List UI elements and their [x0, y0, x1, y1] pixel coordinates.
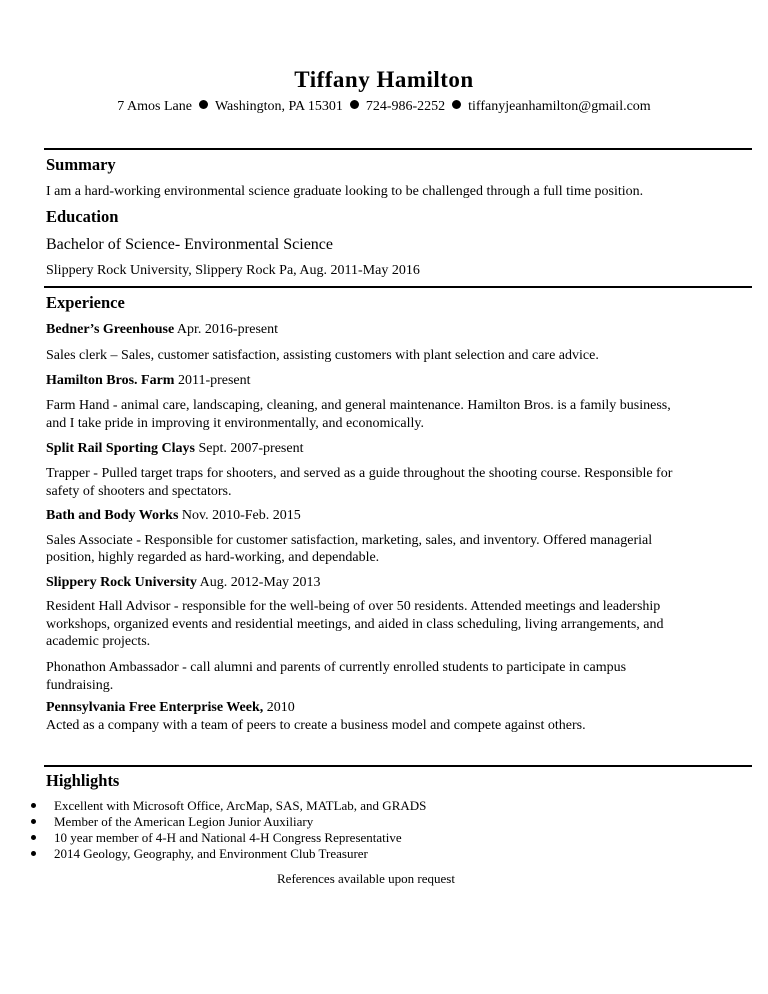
- bullet-icon: [31, 835, 36, 840]
- job-description: Sales Associate - Responsible for customer satisfaction, marketing, sales, and inventory. Offered managerial: [46, 533, 653, 548]
- job-description: Trapper - Pulled target traps for shooters, and served as a guide throughout the shooting course. Responsible for: [46, 466, 673, 481]
- employer: Pennsylvania Free Enterprise Week,: [46, 700, 264, 715]
- bullet-dot-icon: [452, 100, 461, 109]
- bullet-dot-icon: [199, 100, 208, 109]
- contact-line: [0, 99, 768, 115]
- job-dates: Nov. 2010-Feb. 2015: [178, 508, 301, 523]
- experience-heading: Experience: [46, 293, 125, 312]
- job-description: position, highly regarded as hard-working, and dependable.: [46, 550, 380, 565]
- education-degree: Bachelor of Science- Environmental Science: [46, 236, 333, 253]
- highlight-text: 10 year member of 4-H and National 4-H Congress Representative: [54, 830, 402, 845]
- list-item: [46, 846, 368, 862]
- job-dates: 2010: [263, 700, 295, 715]
- job-description: Farm Hand - animal care, landscaping, cleaning, and general maintenance. Hamilton Bros. is a family business,: [46, 398, 671, 413]
- job-dates: Sept. 2007-present: [194, 441, 304, 456]
- list-item: [46, 814, 313, 830]
- job-title-line: [46, 440, 303, 458]
- bullet-icon: [31, 819, 36, 824]
- job-title-line: [46, 321, 278, 339]
- bullet-icon: [31, 803, 36, 808]
- education-heading: Education: [46, 207, 119, 226]
- employer: Bath and Body Works: [46, 508, 179, 523]
- job-description: Sales clerk – Sales, customer satisfaction, assisting customers with plant selection and care advice.: [46, 348, 599, 363]
- references-note: References available upon request: [277, 871, 455, 886]
- job-title-line: [46, 507, 301, 525]
- section-divider: [44, 148, 752, 150]
- job-description: and I take pride in improving it environmentally, and economically.: [46, 416, 425, 431]
- summary-heading: Summary: [46, 155, 116, 174]
- job-title-line: [46, 372, 251, 390]
- highlight-text: Excellent with Microsoft Office, ArcMap, SAS, MATLab, and GRADS: [54, 798, 427, 813]
- job-description: safety of shooters and spectators.: [46, 484, 232, 499]
- phone: 724-986-2252: [365, 99, 446, 114]
- employer: Bedner’s Greenhouse: [46, 322, 175, 337]
- job-dates: 2011-present: [174, 373, 251, 388]
- job-dates: Aug. 2012-May 2013: [196, 575, 321, 590]
- email: tiffanyjeanhamilton@gmail.com: [468, 99, 651, 114]
- employer: Split Rail Sporting Clays: [46, 441, 195, 456]
- highlight-text: 2014 Geology, Geography, and Environment Club Treasurer: [54, 846, 368, 861]
- applicant-name: Tiffany Hamilton: [294, 67, 474, 92]
- job-description: Phonathon Ambassador - call alumni and parents of currently enrolled students to participate in campus: [46, 660, 627, 675]
- education-school: Slippery Rock University, Slippery Rock Pa, Aug. 2011-May 2016: [46, 263, 420, 278]
- address: 7 Amos Lane: [117, 99, 192, 114]
- job-description: workshops, organized events and residential meetings, and aided in class scheduling, living arrangements, and: [46, 617, 664, 632]
- city: Washington, PA 15301: [214, 99, 343, 114]
- highlight-text: Member of the American Legion Junior Auxiliary: [54, 814, 314, 829]
- job-description: Acted as a company with a team of peers to create a business model and compete against others.: [46, 718, 586, 733]
- list-item: [46, 798, 426, 814]
- job-description: Resident Hall Advisor - responsible for the well-being of over 50 residents. Attended meetings and leadership: [46, 599, 661, 614]
- bullet-dot-icon: [350, 100, 359, 109]
- section-divider: [44, 765, 752, 767]
- job-dates: Apr. 2016-present: [174, 322, 279, 337]
- job-title-line: [46, 574, 321, 592]
- bullet-icon: [31, 851, 36, 856]
- list-item: [46, 830, 402, 846]
- job-title-line: [46, 699, 295, 717]
- highlights-heading: Highlights: [46, 771, 120, 790]
- section-divider: [44, 286, 752, 288]
- job-description: academic projects.: [46, 634, 151, 649]
- summary-text: I am a hard-working environmental science graduate looking to be challenged through a full time position.: [46, 184, 644, 199]
- employer: Hamilton Bros. Farm: [46, 373, 175, 388]
- employer: Slippery Rock University: [46, 575, 197, 590]
- job-description: fundraising.: [46, 678, 114, 693]
